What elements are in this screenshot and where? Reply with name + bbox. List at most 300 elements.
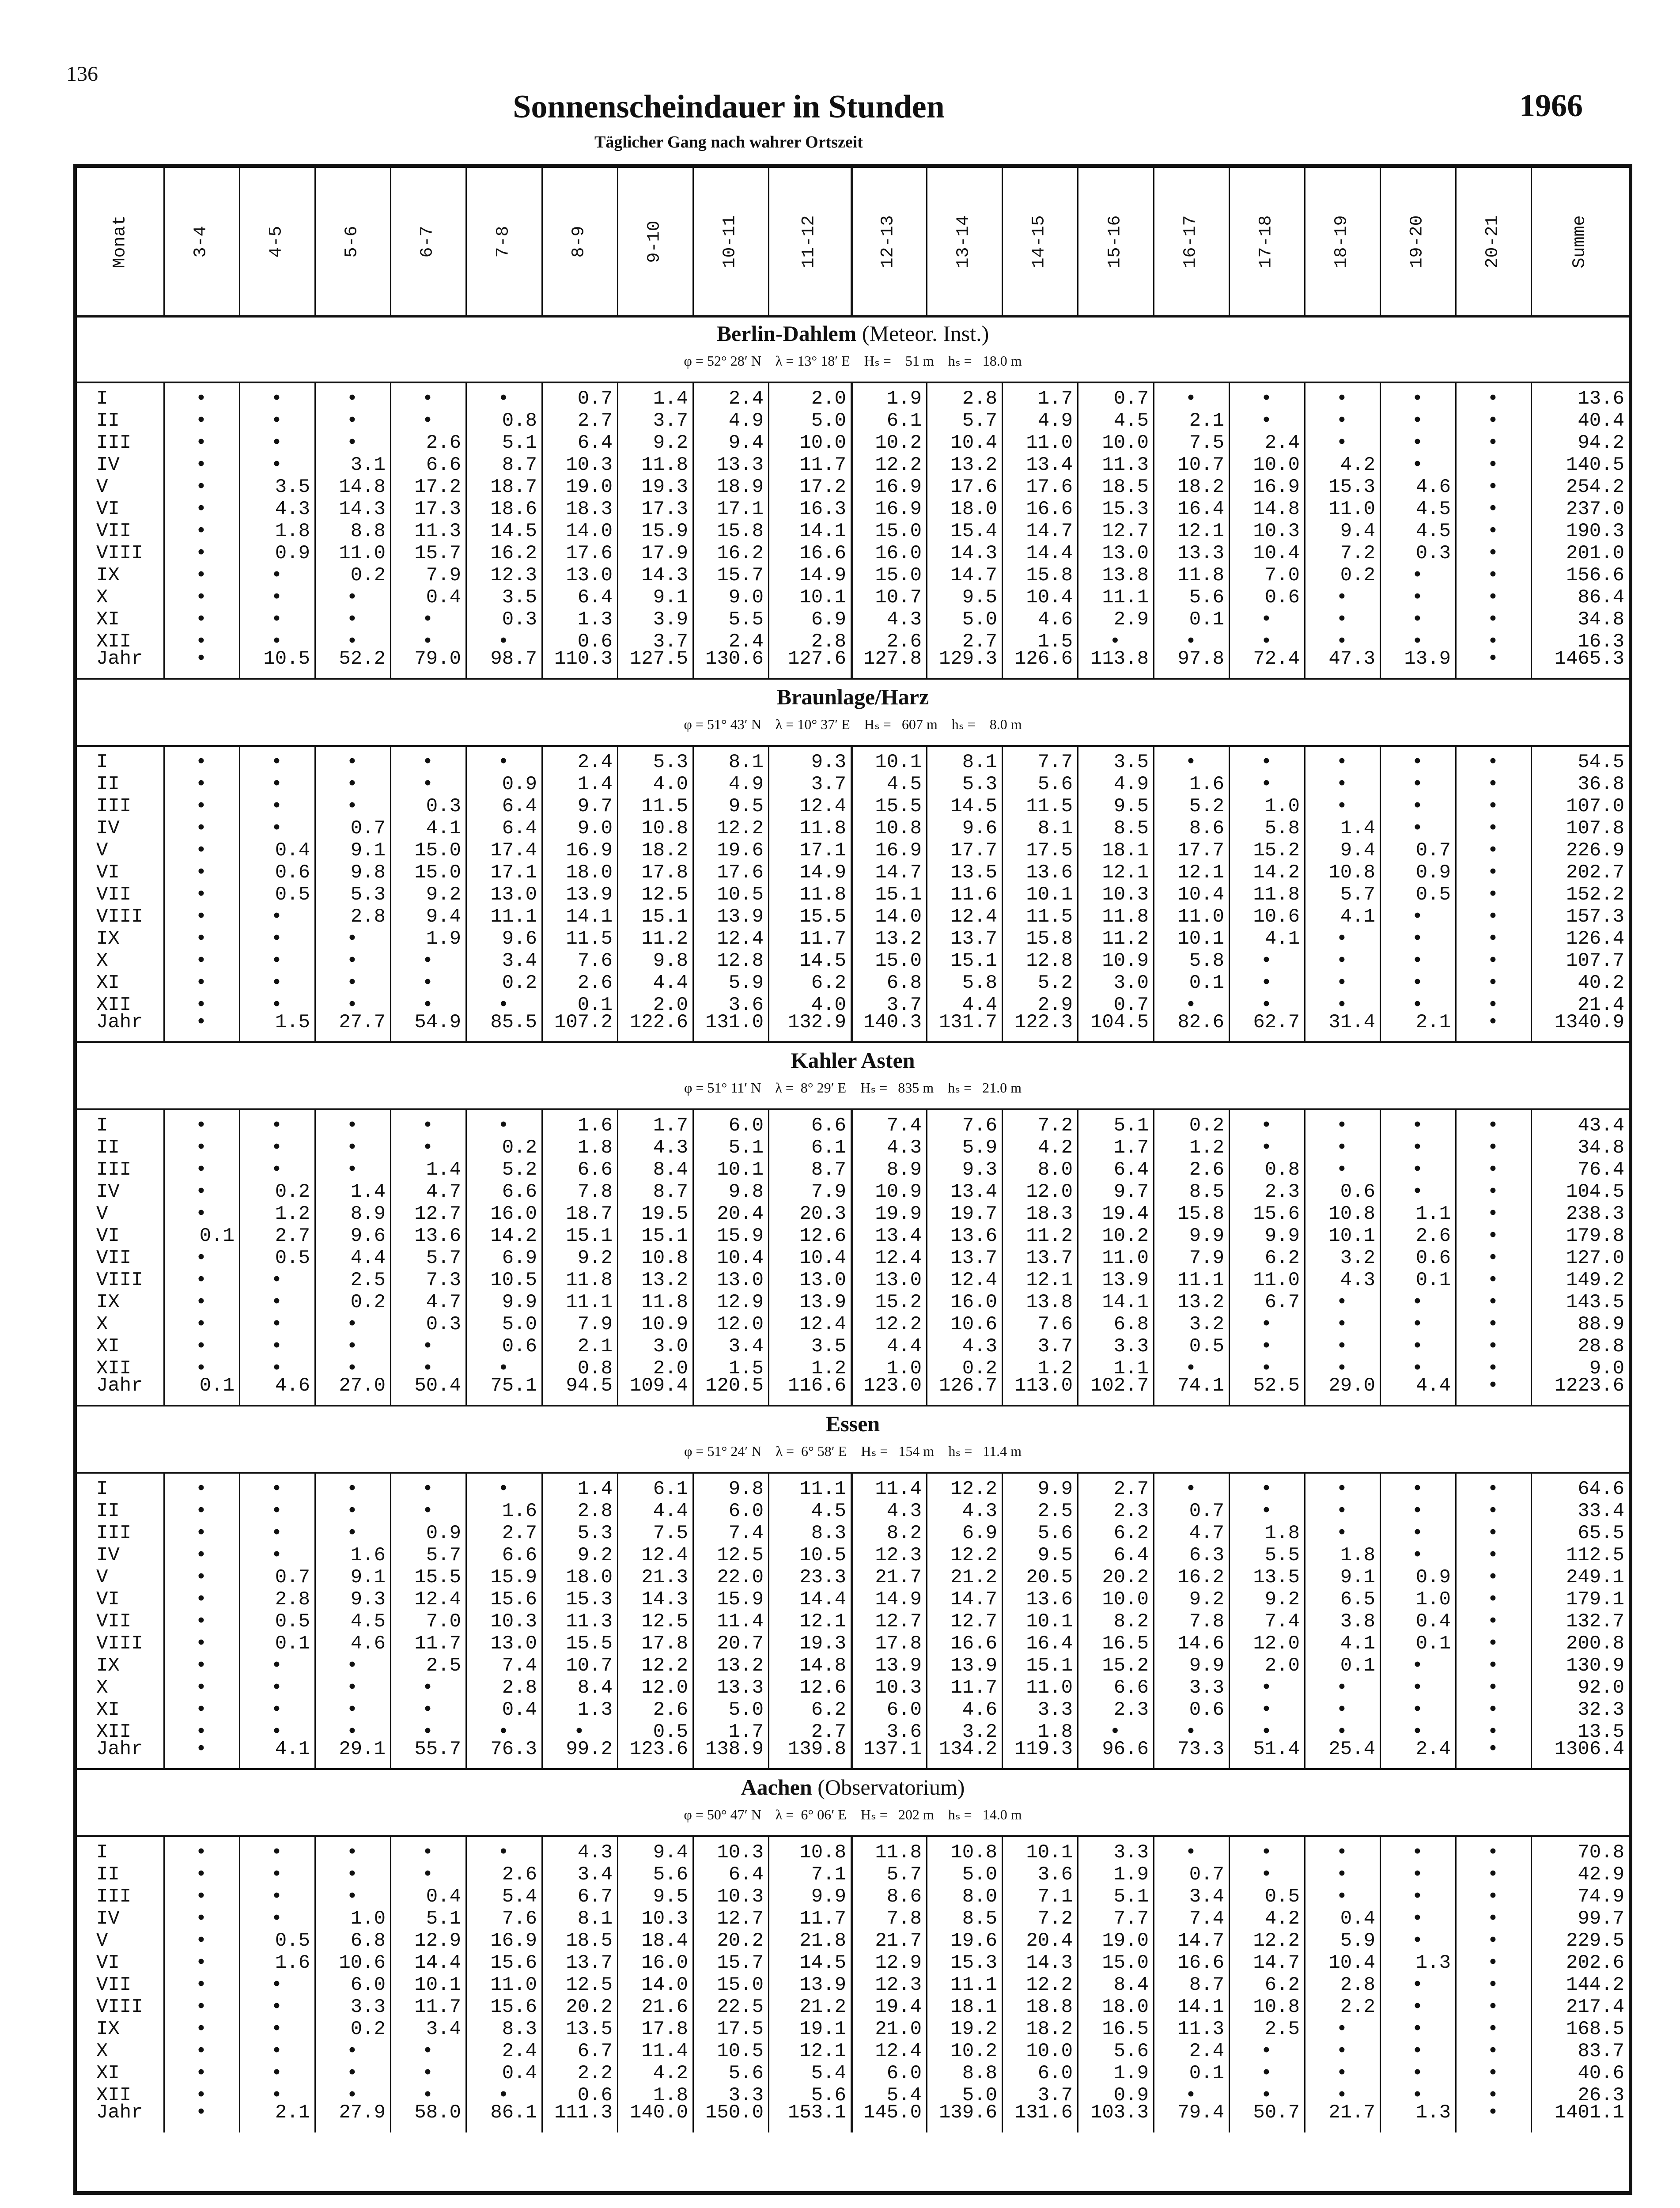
table-cell: •	[271, 609, 283, 631]
table-cell: 132.9	[787, 1011, 846, 1033]
table-cell: •	[195, 432, 207, 454]
table-cell: •	[1336, 751, 1348, 773]
table-cell: •	[346, 994, 358, 1016]
table-cell: 21.7	[875, 1930, 922, 1952]
table-row	[77, 1677, 1629, 1699]
row-sum: 104.5	[1566, 1181, 1624, 1203]
table-cell: 13.0	[799, 1269, 846, 1291]
table-cell: 15.1	[641, 1225, 688, 1247]
table-cell: •	[1487, 1247, 1499, 1269]
table-cell: 19.2	[950, 2018, 997, 2040]
table-cell: •	[1411, 1721, 1423, 1743]
column-header-label: 18-19	[1332, 215, 1352, 268]
table-cell: 15.3	[566, 1588, 613, 1611]
table-cell: 3.6	[1037, 1864, 1073, 1886]
table-cell: 140.3	[863, 1011, 922, 1033]
table-cell: 7.4	[1189, 1908, 1224, 1930]
table-cell: 13.0	[717, 1269, 764, 1291]
table-cell: 17.2	[799, 476, 846, 498]
row-sum: 229.5	[1566, 1930, 1624, 1952]
table-cell: •	[1336, 1115, 1348, 1137]
table-cell: •	[1260, 388, 1272, 410]
table-cell: •	[271, 1721, 283, 1743]
table-cell: 5.9	[962, 1137, 997, 1159]
table-cell: 0.4	[502, 1699, 537, 1721]
table-row	[77, 520, 1629, 542]
table-cell: 15.7	[414, 542, 461, 564]
table-cell: •	[346, 1478, 358, 1500]
table-cell: 15.1	[950, 950, 997, 972]
table-cell: 2.7	[962, 631, 997, 653]
table-cell: •	[195, 795, 207, 817]
month-label: Jahr	[96, 2102, 143, 2124]
table-cell: 16.0	[875, 542, 922, 564]
table-cell: 9.8	[653, 950, 688, 972]
table-cell: •	[422, 1721, 434, 1743]
table-cell: 18.2	[641, 839, 688, 862]
column-header	[1153, 168, 1229, 315]
table-cell: 3.2	[962, 1721, 997, 1743]
station-name-main: Berlin-Dahlem	[716, 321, 857, 346]
table-cell: 11.7	[799, 1908, 846, 1930]
table-cell: 10.4	[1177, 884, 1224, 906]
table-cell: 8.8	[350, 520, 386, 542]
table-cell: 0.7	[1113, 994, 1149, 1016]
station-block	[77, 1769, 1629, 2132]
table-cell: 7.5	[653, 1522, 688, 1544]
table-cell: •	[1336, 795, 1348, 817]
table-cell: 8.9	[886, 1159, 922, 1181]
table-cell: 13.9	[950, 1655, 997, 1677]
station-name	[77, 1411, 1629, 1437]
month-label: VII	[96, 1974, 132, 1996]
table-cell: •	[346, 972, 358, 994]
table-cell: 2.8	[577, 1500, 613, 1522]
table-row	[77, 388, 1629, 410]
table-cell: 11.7	[414, 1996, 461, 2018]
table-cell: •	[1411, 388, 1423, 410]
table-cell: 10.1	[1026, 884, 1073, 906]
table-cell: •	[1260, 1721, 1272, 1743]
column-header	[851, 168, 926, 315]
table-cell: 4.7	[1189, 1522, 1224, 1544]
table-cell: 4.6	[1415, 476, 1451, 498]
table-cell: 12.4	[717, 928, 764, 950]
table-cell: •	[1336, 388, 1348, 410]
table-cell: 5.2	[1189, 795, 1224, 817]
table-cell: 1.5	[1037, 631, 1073, 653]
table-cell: 6.6	[811, 1115, 846, 1137]
table-cell: 3.3	[350, 1996, 386, 2018]
table-cell: •	[1411, 1930, 1423, 1952]
table-cell: 9.9	[502, 1291, 537, 1313]
row-sum: 200.8	[1566, 1633, 1624, 1655]
table-cell: 10.9	[1102, 950, 1149, 972]
table-row	[77, 884, 1629, 906]
table-cell: 6.4	[502, 795, 537, 817]
table-cell: 11.0	[1177, 906, 1224, 928]
table-cell: •	[1487, 1952, 1499, 1974]
table-cell: 8.7	[1189, 1974, 1224, 1996]
table-cell: 9.4	[728, 432, 764, 454]
table-cell: 79.0	[414, 648, 461, 670]
table-row	[77, 1225, 1629, 1247]
table-cell: •	[271, 432, 283, 454]
table-cell: 12.5	[717, 1544, 764, 1566]
table-cell: 1.7	[653, 1115, 688, 1137]
table-cell: 10.8	[641, 1247, 688, 1269]
table-cell: 3.6	[728, 994, 764, 1016]
table-cell: 13.9	[799, 1291, 846, 1313]
station-name-main: Kahler Asten	[791, 1048, 915, 1073]
table-cell: 7.6	[1037, 1313, 1073, 1335]
row-sum: 144.2	[1566, 1974, 1624, 1996]
table-cell: 0.5	[275, 1930, 310, 1952]
table-cell: 11.7	[414, 1633, 461, 1655]
table-cell: •	[346, 586, 358, 609]
table-cell: 15.0	[875, 520, 922, 542]
table-cell: 4.2	[653, 2062, 688, 2084]
table-cell: 12.1	[1102, 862, 1149, 884]
table-cell: 18.4	[641, 1930, 688, 1952]
table-cell: 0.7	[275, 1566, 310, 1588]
table-cell: 7.4	[1264, 1611, 1300, 1633]
table-cell: 73.3	[1177, 1738, 1224, 1760]
row-sum: 157.3	[1566, 906, 1624, 928]
table-cell: •	[195, 928, 207, 950]
table-cell: •	[195, 1841, 207, 1864]
table-cell: •	[271, 2018, 283, 2040]
table-cell: •	[1487, 773, 1499, 795]
table-cell: 14.9	[799, 564, 846, 586]
table-cell: 18.7	[566, 1203, 613, 1225]
table-cell: 2.4	[1189, 2040, 1224, 2062]
table-cell: 4.3	[886, 609, 922, 631]
table-cell: 0.6	[577, 631, 613, 653]
table-cell: 14.7	[875, 862, 922, 884]
table-row	[77, 773, 1629, 795]
table-cell: 9.5	[962, 586, 997, 609]
table-cell: 17.1	[717, 498, 764, 520]
month-label: VIII	[96, 1269, 143, 1291]
table-cell: 15.7	[717, 564, 764, 586]
table-cell: 4.6	[1037, 609, 1073, 631]
table-cell: 9.1	[350, 1566, 386, 1588]
row-sum: 1401.1	[1554, 2102, 1624, 2124]
table-cell: 11.8	[875, 1841, 922, 1864]
table-cell: 4.2	[1264, 1908, 1300, 1930]
table-cell: 1.8	[1264, 1522, 1300, 1544]
table-cell: 15.9	[717, 1225, 764, 1247]
table-cell: 2.3	[1113, 1699, 1149, 1721]
column-divider	[1455, 168, 1457, 315]
row-sum: 149.2	[1566, 1269, 1624, 1291]
row-sum: 254.2	[1566, 476, 1624, 498]
month-label: III	[96, 795, 132, 817]
table-cell: 9.8	[728, 1181, 764, 1203]
table-cell: 0.4	[275, 839, 310, 862]
table-cell: 122.6	[629, 1011, 688, 1033]
table-cell: 11.6	[950, 884, 997, 906]
table-row	[77, 1930, 1629, 1952]
table-cell: 7.4	[886, 1115, 922, 1137]
column-header-label: 12-13	[878, 215, 898, 268]
row-sum: 1465.3	[1554, 648, 1624, 670]
table-cell: 14.0	[641, 1974, 688, 1996]
station-name-main: Essen	[825, 1411, 880, 1436]
table-cell: 2.8	[275, 1588, 310, 1611]
table-cell: •	[271, 1655, 283, 1677]
table-cell: 1.5	[275, 1011, 310, 1033]
table-cell: 17.8	[641, 862, 688, 884]
table-cell: 16.0	[641, 1952, 688, 1974]
table-cell: •	[1336, 1886, 1348, 1908]
table-cell: 6.9	[962, 1522, 997, 1544]
table-cell: 6.1	[811, 1137, 846, 1159]
table-cell: 15.9	[717, 1588, 764, 1611]
row-sum: 36.8	[1578, 773, 1624, 795]
table-cell: 15.2	[1253, 839, 1300, 862]
table-cell: 21.2	[799, 1996, 846, 2018]
table-cell: 8.4	[653, 1159, 688, 1181]
table-cell: 0.7	[350, 817, 386, 839]
table-cell: •	[1260, 1137, 1272, 1159]
table-cell: 2.4	[728, 388, 764, 410]
table-cell: 8.4	[1113, 1974, 1149, 1996]
month-label: IV	[96, 1181, 120, 1203]
table-cell: 13.7	[950, 928, 997, 950]
table-cell: 18.2	[1177, 476, 1224, 498]
table-cell: 10.4	[1253, 542, 1300, 564]
table-cell: 0.6	[1264, 586, 1300, 609]
table-cell: 6.7	[577, 1886, 613, 1908]
table-row	[77, 542, 1629, 564]
table-row	[77, 1247, 1629, 1269]
table-cell: 29.1	[339, 1738, 386, 1760]
table-cell: 0.1	[1415, 1269, 1451, 1291]
table-cell: 15.6	[490, 1588, 537, 1611]
table-cell: 1.6	[577, 1115, 613, 1137]
table-cell: 4.3	[653, 1137, 688, 1159]
column-divider	[1153, 168, 1154, 315]
month-label: III	[96, 1522, 132, 1544]
table-cell: 116.6	[787, 1375, 846, 1397]
table-cell: •	[1487, 2102, 1499, 2124]
table-cell: •	[195, 1996, 207, 2018]
table-cell: •	[1336, 1677, 1348, 1699]
table-cell: •	[195, 1908, 207, 1930]
table-cell: •	[422, 1478, 434, 1500]
table-cell: 8.6	[886, 1886, 922, 1908]
table-cell: 1.7	[1037, 388, 1073, 410]
table-cell: 6.7	[577, 2040, 613, 2062]
table-cell: 3.3	[728, 2084, 764, 2106]
table-cell: •	[1487, 1181, 1499, 1203]
table-cell: 13.7	[566, 1952, 613, 1974]
table-cell: 9.8	[728, 1478, 764, 1500]
table-cell: 8.2	[1113, 1611, 1149, 1633]
table-cell: •	[195, 817, 207, 839]
table-cell: 6.6	[502, 1544, 537, 1566]
table-cell: 6.2	[1264, 1247, 1300, 1269]
row-sum: 201.0	[1566, 542, 1624, 564]
table-cell: •	[271, 586, 283, 609]
table-cell: 14.2	[1253, 862, 1300, 884]
table-cell: 4.5	[886, 773, 922, 795]
table-cell: 2.2	[577, 2062, 613, 2084]
table-cell: 9.1	[653, 586, 688, 609]
table-cell: •	[1487, 1721, 1499, 1743]
table-cell: •	[195, 520, 207, 542]
table-cell: 9.2	[577, 1544, 613, 1566]
table-cell: 4.5	[350, 1611, 386, 1633]
table-cell: 10.2	[1102, 1225, 1149, 1247]
table-row	[77, 2062, 1629, 2084]
row-sum: 152.2	[1566, 884, 1624, 906]
row-sum: 86.4	[1578, 586, 1624, 609]
table-cell: 4.1	[426, 817, 461, 839]
table-cell: •	[422, 1115, 434, 1137]
table-cell: •	[1487, 1544, 1499, 1566]
table-cell: 5.3	[577, 1522, 613, 1544]
table-cell: 7.2	[1037, 1908, 1073, 1930]
column-divider	[163, 168, 165, 315]
table-cell: 7.7	[1113, 1908, 1149, 1930]
table-cell: 10.4	[950, 432, 997, 454]
table-cell: 11.8	[1102, 906, 1149, 928]
table-cell: •	[195, 1478, 207, 1500]
year-label: 1966	[1519, 88, 1583, 123]
table-cell: 13.2	[950, 454, 997, 476]
table-cell: 7.6	[962, 1115, 997, 1137]
table-cell: •	[1411, 586, 1423, 609]
table-cell: •	[1487, 476, 1499, 498]
table-cell: 18.7	[490, 476, 537, 498]
table-cell: •	[346, 631, 358, 653]
table-cell: 1.4	[577, 1478, 613, 1500]
table-cell: •	[1487, 928, 1499, 950]
table-cell: •	[195, 950, 207, 972]
column-header	[1229, 168, 1304, 315]
table-cell: 5.7	[886, 1864, 922, 1886]
table-cell: 11.7	[950, 1677, 997, 1699]
table-cell: 2.8	[811, 631, 846, 653]
table-cell: 6.0	[728, 1500, 764, 1522]
table-cell: 14.5	[490, 520, 537, 542]
table-cell: 12.8	[717, 950, 764, 972]
page-title: Sonnenscheindauer in Stunden	[513, 89, 945, 125]
table-cell: 4.1	[1264, 928, 1300, 950]
table-cell: 6.9	[502, 1247, 537, 1269]
table-cell: 6.0	[1037, 2062, 1073, 2084]
table-cell: 13.2	[1177, 1291, 1224, 1313]
table-row	[77, 1566, 1629, 1588]
table-cell: •	[1487, 1588, 1499, 1611]
table-cell: 15.0	[875, 950, 922, 972]
table-cell: 9.5	[1037, 1544, 1073, 1566]
column-divider	[768, 168, 769, 315]
table-cell: 20.5	[1026, 1566, 1073, 1588]
table-cell: 8.7	[653, 1181, 688, 1203]
table-cell: 11.2	[1102, 928, 1149, 950]
table-cell: 12.7	[950, 1611, 997, 1633]
table-cell: 139.8	[787, 1738, 846, 1760]
table-cell: 5.6	[728, 2062, 764, 2084]
table-cell: 19.7	[950, 1203, 997, 1225]
table-cell: •	[1487, 2062, 1499, 2084]
table-cell: •	[1487, 1996, 1499, 2018]
table-cell: 0.6	[1340, 1181, 1375, 1203]
table-cell: 21.0	[875, 2018, 922, 2040]
table-cell: •	[271, 1335, 283, 1357]
row-sum: 76.4	[1578, 1159, 1624, 1181]
table-row	[77, 1974, 1629, 1996]
table-cell: 3.2	[1189, 1313, 1224, 1335]
row-sum: 33.4	[1578, 1500, 1624, 1522]
table-cell: 11.3	[1177, 2018, 1224, 2040]
table-cell: 6.3	[1189, 1544, 1224, 1566]
table-cell: 2.2	[1340, 1996, 1375, 2018]
station-coordinates: φ = 51° 43′ N λ = 10° 37′ E Hₛ = 607 m hₛ = 8.0 m	[684, 716, 1022, 732]
table-cell: 10.5	[490, 1269, 537, 1291]
table-cell: •	[1260, 1357, 1272, 1380]
table-cell: 6.6	[1113, 1677, 1149, 1699]
table-cell: 8.4	[577, 1677, 613, 1699]
table-cell: 17.7	[1177, 839, 1224, 862]
table-cell: 1.4	[426, 1159, 461, 1181]
table-cell: •	[1487, 1137, 1499, 1159]
table-cell: •	[195, 2062, 207, 2084]
column-divider	[1531, 168, 1532, 315]
row-sum: 107.0	[1566, 795, 1624, 817]
column-header-label: 19-20	[1408, 215, 1427, 268]
table-cell: •	[1487, 862, 1499, 884]
table-cell: 3.0	[653, 1335, 688, 1357]
table-cell: 123.6	[629, 1738, 688, 1760]
month-label: VI	[96, 1588, 120, 1611]
table-cell: 0.5	[653, 1721, 688, 1743]
table-cell: 0.2	[275, 1181, 310, 1203]
table-cell: 12.1	[1177, 520, 1224, 542]
table-cell: •	[1487, 1886, 1499, 1908]
table-cell: •	[422, 410, 434, 432]
month-label: V	[96, 1930, 108, 1952]
table-cell: •	[1411, 1335, 1423, 1357]
table-cell: 3.7	[1037, 1335, 1073, 1357]
table-cell: •	[346, 1886, 358, 1908]
table-cell: 1.8	[653, 2084, 688, 2106]
table-row	[77, 1159, 1629, 1181]
table-cell: 10.7	[1177, 454, 1224, 476]
table-cell: 14.7	[1253, 1952, 1300, 1974]
table-cell: 12.0	[717, 1313, 764, 1335]
table-cell: 6.4	[577, 432, 613, 454]
table-cell: 102.7	[1090, 1375, 1149, 1397]
table-cell: •	[271, 1137, 283, 1159]
table-cell: •	[195, 1500, 207, 1522]
table-cell: •	[1411, 817, 1423, 839]
table-cell: 9.2	[577, 1247, 613, 1269]
table-row	[77, 950, 1629, 972]
table-cell: 18.0	[1102, 1996, 1149, 2018]
table-cell: 18.8	[1026, 1996, 1073, 2018]
table-cell: 5.1	[1113, 1115, 1149, 1137]
month-label: XII	[96, 1357, 132, 1380]
table-cell: 11.0	[1328, 498, 1375, 520]
table-cell: 1.8	[275, 520, 310, 542]
table-cell: 4.9	[1037, 410, 1073, 432]
table-cell: •	[1260, 2062, 1272, 2084]
